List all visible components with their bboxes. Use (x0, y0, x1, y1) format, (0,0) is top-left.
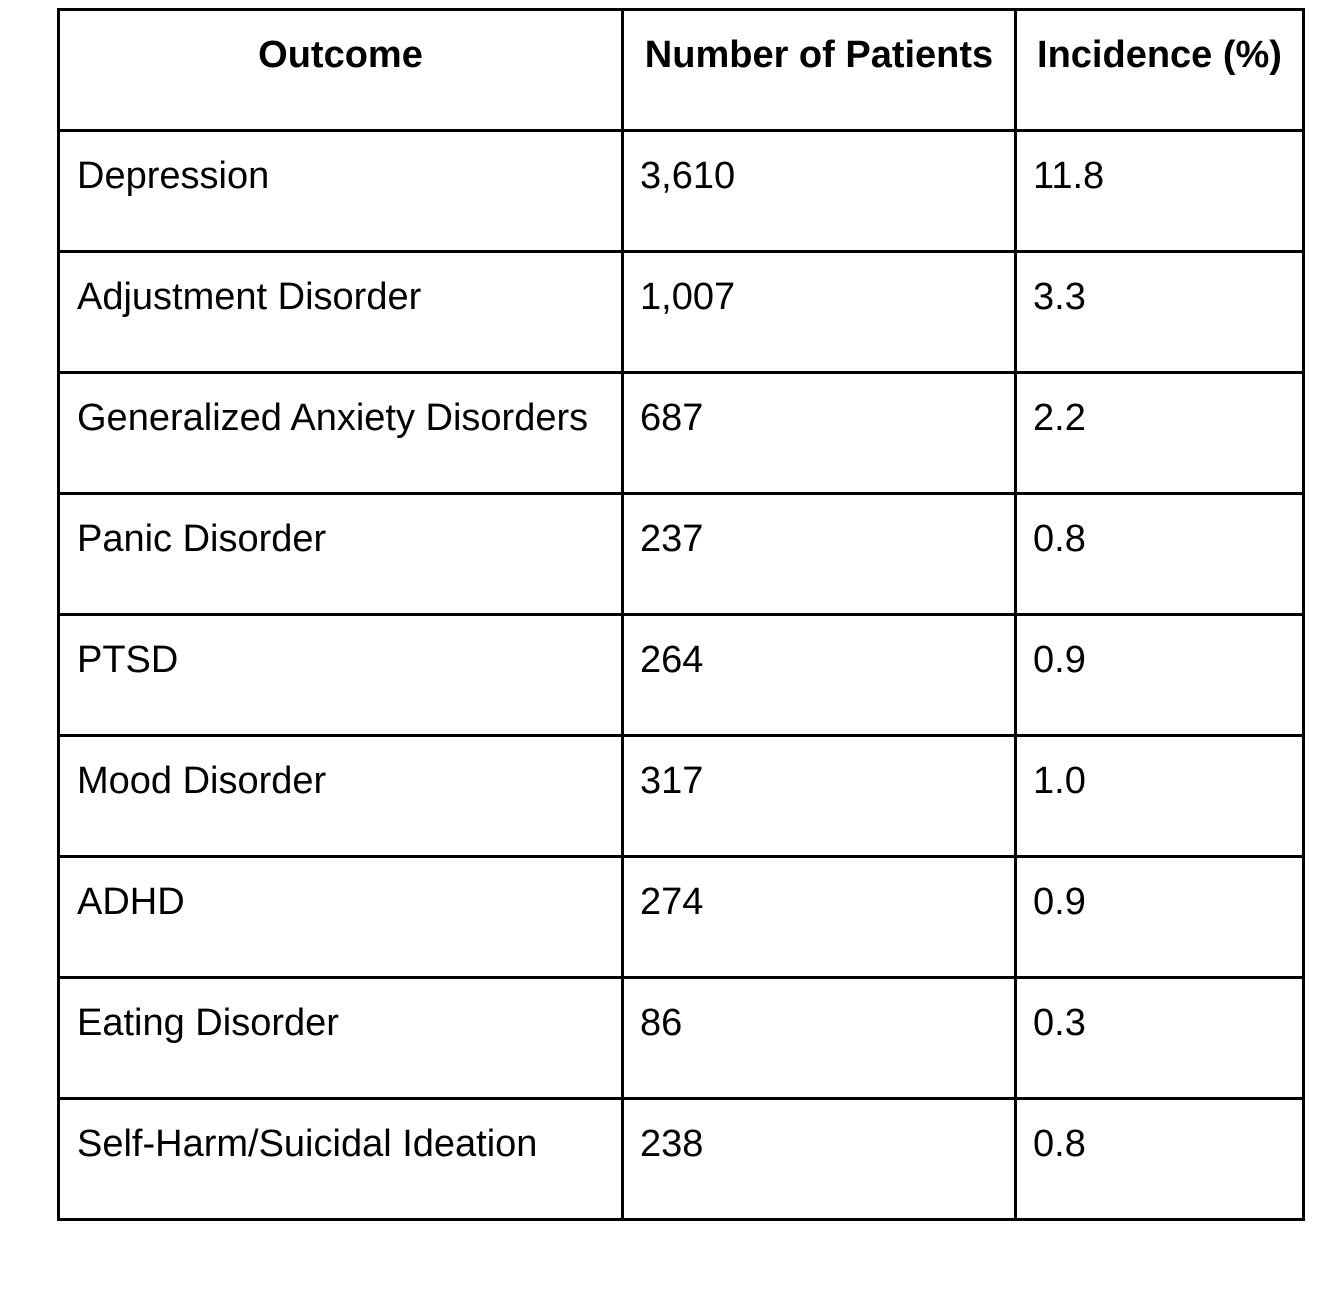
cell-incidence: 3.3 (1016, 252, 1304, 373)
cell-patients: 264 (623, 615, 1016, 736)
table-row (59, 615, 1304, 736)
cell-outcome: Mood Disorder (59, 736, 623, 857)
cell-incidence: 0.8 (1016, 494, 1304, 615)
cell-incidence: 0.9 (1016, 615, 1304, 736)
table-row (59, 736, 1304, 857)
outcomes-table-container (57, 8, 1305, 1221)
table-row (59, 373, 1304, 494)
cell-patients: 237 (623, 494, 1016, 615)
cell-outcome: Panic Disorder (59, 494, 623, 615)
cell-incidence: 2.2 (1016, 373, 1304, 494)
cell-patients: 317 (623, 736, 1016, 857)
cell-incidence: 0.3 (1016, 978, 1304, 1099)
table-row (59, 1099, 1304, 1220)
cell-incidence: 11.8 (1016, 131, 1304, 252)
header-number-of-patients: Number of Patients (623, 10, 1016, 131)
cell-incidence: 0.9 (1016, 857, 1304, 978)
table-header-row (59, 10, 1304, 131)
cell-outcome: ADHD (59, 857, 623, 978)
cell-patients: 687 (623, 373, 1016, 494)
cell-outcome: PTSD (59, 615, 623, 736)
cell-outcome: Generalized Anxiety Disorders (59, 373, 623, 494)
cell-patients: 3,610 (623, 131, 1016, 252)
cell-incidence: 1.0 (1016, 736, 1304, 857)
cell-outcome: Eating Disorder (59, 978, 623, 1099)
table-row (59, 857, 1304, 978)
header-incidence: Incidence (%) (1016, 10, 1304, 131)
table-row (59, 494, 1304, 615)
cell-patients: 274 (623, 857, 1016, 978)
header-outcome: Outcome (59, 10, 623, 131)
table-row (59, 978, 1304, 1099)
table-row (59, 252, 1304, 373)
cell-patients: 1,007 (623, 252, 1016, 373)
cell-outcome: Depression (59, 131, 623, 252)
cell-incidence: 0.8 (1016, 1099, 1304, 1220)
cell-patients: 238 (623, 1099, 1016, 1220)
table-row (59, 131, 1304, 252)
cell-outcome: Adjustment Disorder (59, 252, 623, 373)
cell-patients: 86 (623, 978, 1016, 1099)
outcomes-table (57, 8, 1305, 1221)
cell-outcome: Self-Harm/Suicidal Ideation (59, 1099, 623, 1220)
